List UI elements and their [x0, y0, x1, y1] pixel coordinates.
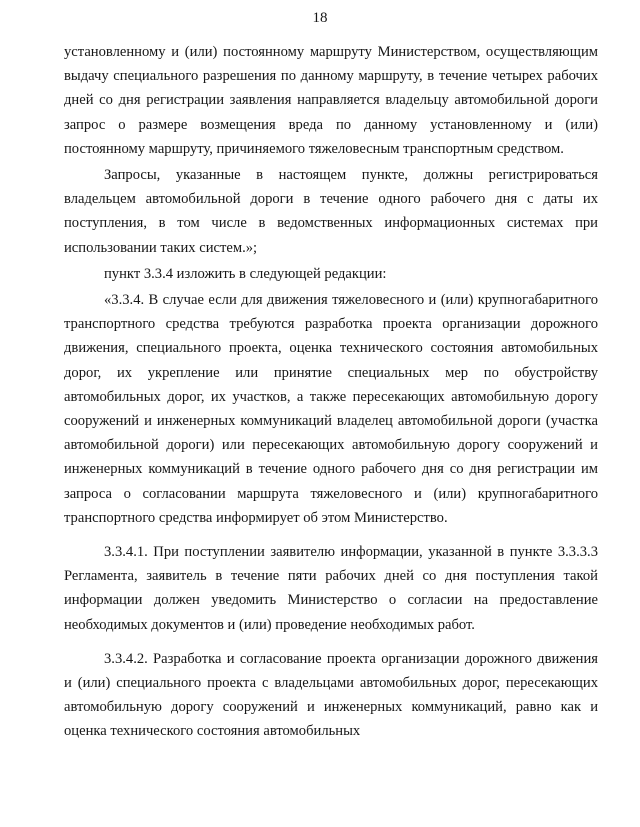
paragraph-3-3-4-1: 3.3.4.1. При поступлении заявителю информации, указанной в пункте 3.3.3.3 Регламента, заявитель в течение пяти рабочих дней со дня поступления такой информации должен уведомить Министерство о согласии на предоставление необходимых документов и (или) проведение необходимых работ. — [64, 544, 598, 633]
paragraph-request-registration: Запросы, указанные в настоящем пункте, должны регистрироваться владельцем автомобильной дороги в течение одного рабочего дня с даты их поступления, в том числе в ведомственных информационных системах при использовании таких систем.»; — [64, 167, 598, 256]
paragraph-3-3-4: «3.3.4. В случае если для движения тяжеловесного и (или) крупногабаритного транспортного средства требуются разработка проекта организации дорожного движения, специального проекта, оценка технического состояния автомобильных дорог, их укрепление или принятие специальных мер по обустройству автомобильных дорог, их участков, а также пересекающих автомобильную дорогу сооружений и инженерных коммуникаций владелец автомобильной дороги (участка автомобильной дороги) или пересекающих автомобильную дорогу сооружений и инженерных коммуникаций в течение одного рабочего дня со дня регистрации им запроса о согласовании маршрута тяжеловесного и (или) крупногабаритного транспортного средства информирует об этом Министерство. — [64, 292, 598, 526]
paragraph-3-3-4-2: 3.3.4.2. Разработка и согласование проекта организации дорожного движения и (или) специального проекта с владельцами автомобильных дорог, пересекающих автомобильную дорогу сооружений и инженерных коммуникаций, равно как и оценка технического состояния автомобильных — [64, 650, 598, 740]
paragraph-amendment-intro: пункт 3.3.4 изложить в следующей редакции: — [104, 265, 387, 282]
paragraph-route-request: установленному и (или) постоянному маршруту Министерством, осуществляющим выдачу специального разрешения по данному маршруту, в течение четырех рабочих дней со дня регистрации заявления направляется владельцу автомобильной дороги запрос о размере возмещения вреда по данному установленному и (или) постоянному маршруту, причиняемого тяжеловесным транспортным средством. — [64, 44, 598, 157]
page-number: 18 — [312, 10, 328, 26]
document-body — [64, 40, 598, 744]
